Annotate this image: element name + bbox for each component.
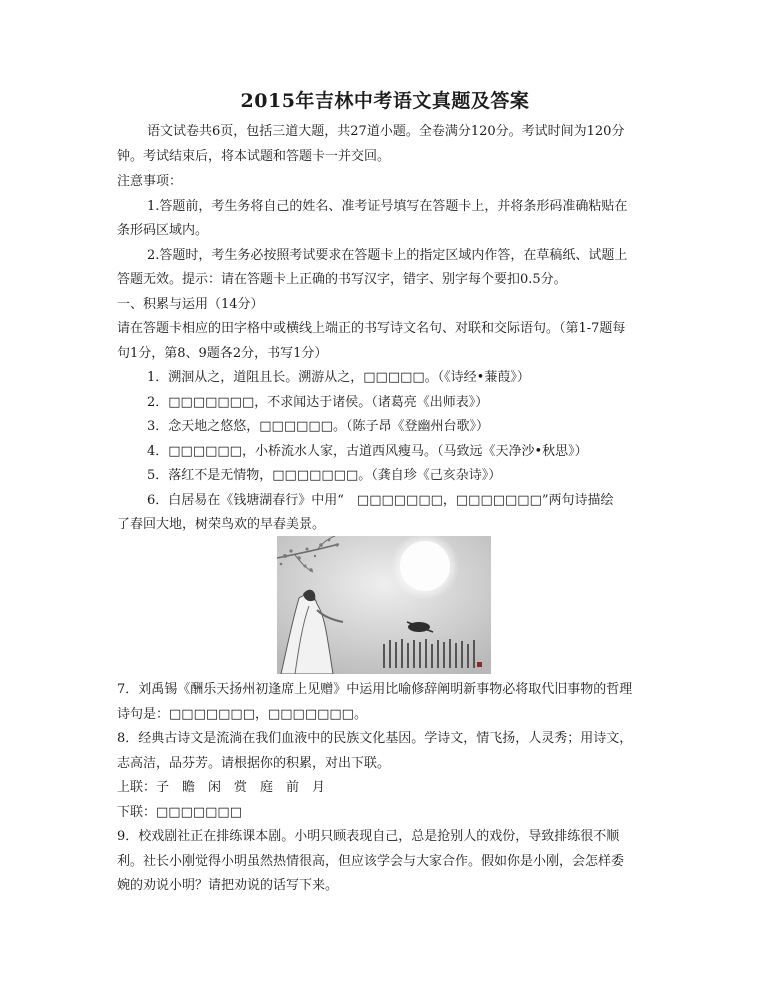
question-9-line-1: 9．校戏剧社正在排练课本剧。小明只顾表现自己，总是抢别人的戏份，导致排练很不顺 [117, 829, 620, 844]
note-line-4: 答题无效。提示：请在答题卡上正确的书写汉字，错字、别字每个要扣0.5分。 [117, 272, 567, 287]
couplet-upper: 上联：子 瞻 闲 赏 庭 前 月 [117, 780, 326, 795]
question-9-line-2: 利。社长小刚觉得小明虽然热情很高，但应该学会与大家合作。假如你是小刚，会怎样委 [117, 854, 625, 869]
question-4: 4．□□□□□□，小桥流水人家，古道西风瘦马。（马致远《天净沙•秋思》） [147, 444, 588, 459]
question-2: 2．□□□□□□□，不求闻达于诸侯。（诸葛亮《出师表》） [147, 395, 489, 410]
question-6-line-1: 6．白居易在《钱塘湖春行》中用“ □□□□□□□，□□□□□□□”两句诗描绘 [147, 493, 614, 508]
notes-heading: 注意事项： [117, 174, 183, 189]
note-line-3: 2.答题时，考生务必按照考试要求在答题卡上的指定区域内作答，在草稿纸、试题上 [147, 248, 628, 263]
intro-line-1: 语文试卷共6页，包括三道大题，共27道小题。全卷满分120分。考试时间为120分 [147, 124, 625, 139]
section-heading: 一、积累与运用（14分） [117, 297, 264, 312]
question-3: 3．念天地之悠悠，□□□□□□。（陈子昂《登幽州台歌》） [147, 419, 489, 434]
couplet-lower: 下联：□□□□□□□ [117, 805, 242, 820]
question-7-line-2: 诗句是：□□□□□□□，□□□□□□□。 [117, 707, 367, 722]
document-title: 2015年吉林中考语文真题及答案 [240, 90, 530, 112]
question-1: 1．溯洄从之，道阻且长。溯游从之，□□□□□。（《诗经•蒹葭》） [147, 370, 530, 385]
question-6-line-2: 了春回大地，树荣鸟欢的早春美景。 [117, 517, 326, 532]
question-5: 5．落红不是无情物，□□□□□□□。（龚自珍《己亥杂诗》） [147, 468, 502, 483]
question-7-line-1: 7．刘禹锡《酬乐天扬州初逢席上见赠》中运用比喻修辞阐明新事物必将取代旧事物的哲理 [117, 682, 633, 697]
note-line-2: 条形码区域内。 [117, 223, 209, 238]
section-instruction-2: 句1分，第8、9题各2分，书写1分） [117, 346, 328, 361]
question-9-line-3: 婉的劝说小明？请把劝说的话写下来。 [117, 878, 339, 893]
note-line-1: 1.答题前，考生务将自己的姓名、准考证号填写在答题卡上，并将条形码准确粘贴在 [147, 199, 628, 214]
question-8-line-1: 8．经典古诗文是流淌在我们血液中的民族文化基因。学诗文，情飞扬，人灵秀；用诗文， [117, 731, 633, 746]
moon-scholar-illustration [277, 536, 491, 674]
question-8-line-2: 志高洁，品芬芳。请根据你的积累，对出下联。 [117, 756, 391, 771]
intro-line-2: 钟。考试结束后，将本试题和答题卡一并交回。 [117, 149, 391, 164]
section-instruction-1: 请在答题卡相应的田字格中或横线上端正的书写诗文名句、对联和交际语句。（第1-7题每 [117, 321, 626, 336]
